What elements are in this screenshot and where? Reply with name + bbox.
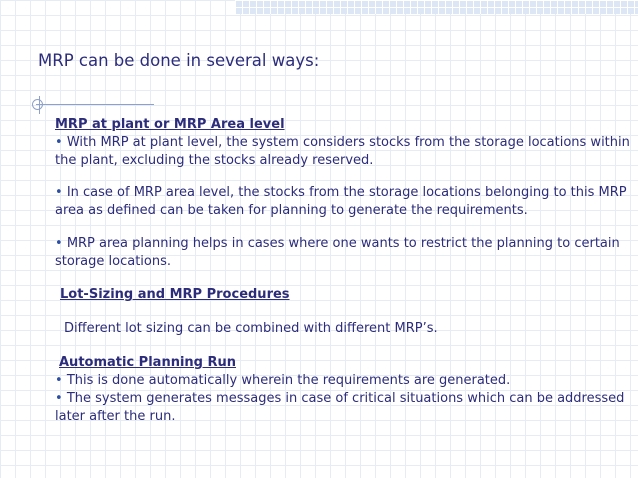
- paragraph-text: This is done automatically wherein the requirements are generated.: [66, 373, 511, 388]
- section-heading-lot-sizing: Lot-Sizing and MRP Procedures: [60, 287, 290, 302]
- title-rule-circle-ornament: [32, 99, 43, 110]
- paragraph-text: The system generates messages in case of critical situations which can be addressed: [66, 391, 625, 406]
- bullet-icon: •: [55, 185, 63, 200]
- paragraph-text: In case of MRP area level, the stocks from the storage locations belonging to this MRP: [66, 185, 627, 200]
- paragraph-lot-sizing: Different lot sizing can be combined with different MRP’s.: [64, 321, 438, 336]
- title-underline-rule: [36, 104, 154, 105]
- paragraph-mrp-area-line-2: area as defined can be taken for planning to generate the requirements.: [55, 203, 528, 218]
- section-heading-mrp-plant-or-area: MRP at plant or MRP Area level: [55, 117, 285, 132]
- bullet-icon: •: [55, 391, 63, 406]
- paragraph-text: With MRP at plant level, the system considers stocks from the storage locations within: [66, 135, 630, 150]
- decorative-top-band: [235, 0, 638, 14]
- bullet-icon: •: [55, 135, 63, 150]
- paragraph-mrp-plant-line-2: the plant, excluding the stocks already reserved.: [55, 153, 374, 168]
- bullet-icon: •: [55, 373, 63, 388]
- slide-title: MRP can be done in several ways:: [38, 51, 320, 70]
- section-heading-automatic-planning-run: Automatic Planning Run: [59, 355, 237, 370]
- paragraph-system-messages-line-2: later after the run.: [55, 409, 176, 424]
- paragraph-mrp-area-planning-line-2: storage locations.: [55, 254, 172, 269]
- paragraph-text: MRP area planning helps in cases where one wants to restrict the planning to certain: [66, 236, 620, 251]
- bullet-icon: •: [55, 236, 63, 251]
